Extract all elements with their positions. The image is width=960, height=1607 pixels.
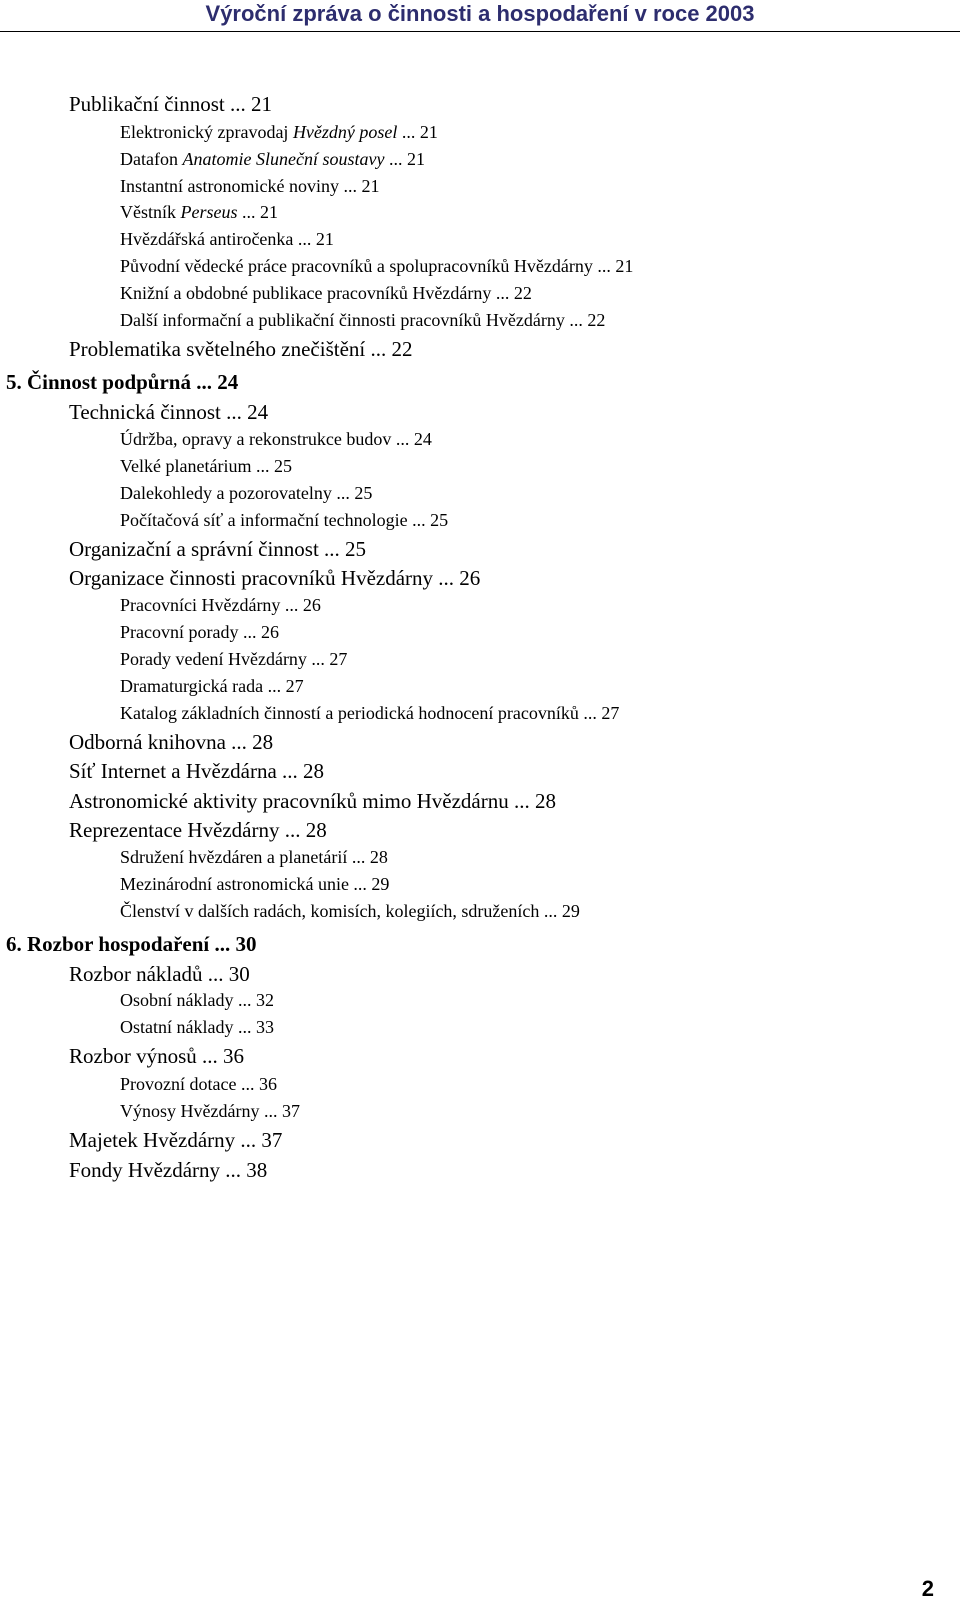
toc-subsection bbox=[120, 1018, 274, 1036]
toc-subsection bbox=[120, 875, 389, 893]
toc-entry-text: Rozbor výnosů ... 36 bbox=[69, 1044, 244, 1068]
toc-section bbox=[69, 568, 480, 589]
toc-section bbox=[69, 964, 250, 985]
report-title: Výroční zpráva o činnosti a hospodaření v roce 2003 bbox=[205, 1, 755, 26]
toc-entry-text: Astronomické aktivity pracovníků mimo Hvězdárnu ... 28 bbox=[69, 789, 556, 813]
toc-subsection bbox=[120, 484, 372, 502]
toc-subsection bbox=[120, 284, 532, 302]
toc-chapter bbox=[6, 372, 238, 393]
toc-section bbox=[69, 1160, 267, 1181]
toc-entry-text: Další informační a publikační činnosti pracovníků Hvězdárny ... 22 bbox=[120, 310, 606, 330]
toc-entry-text: Majetek Hvězdárny ... 37 bbox=[69, 1128, 283, 1152]
toc-entry-text: Pracovní porady ... 26 bbox=[120, 622, 279, 642]
toc-entry-text: Elektronický zpravodaj bbox=[120, 122, 293, 142]
header-divider bbox=[0, 31, 960, 32]
toc-subsection bbox=[120, 596, 321, 614]
toc-chapter bbox=[6, 934, 256, 955]
toc-subsection bbox=[120, 1075, 277, 1093]
toc-subsection bbox=[120, 991, 274, 1009]
toc-entry-text: 5. Činnost podpůrná ... 24 bbox=[6, 370, 239, 394]
toc-entry-text: Dalekohledy a pozorovatelny ... 25 bbox=[120, 483, 373, 503]
toc-entry-text: Instantní astronomické noviny ... 21 bbox=[120, 176, 380, 196]
toc-entry-text: Technická činnost ... 24 bbox=[69, 400, 269, 424]
toc-entry-text: Organizační a správní činnost ... 25 bbox=[69, 537, 367, 561]
toc-entry-text: Sdružení hvězdáren a planetárií ... 28 bbox=[120, 847, 388, 867]
toc-entry-text: Knižní a obdobné publikace pracovníků Hvězdárny ... 22 bbox=[120, 283, 532, 303]
toc-entry-text: ... 21 bbox=[384, 149, 425, 169]
toc-entry-text: Osobní náklady ... 32 bbox=[120, 990, 274, 1010]
toc-subsection bbox=[120, 311, 605, 329]
toc-subsection bbox=[120, 511, 448, 529]
toc-entry-text: Hvězdářská antiročenka ... 21 bbox=[120, 229, 334, 249]
toc-subsection bbox=[120, 203, 278, 221]
toc-subsection bbox=[120, 257, 633, 275]
toc-section bbox=[69, 732, 273, 753]
toc-entry-text: Údržba, opravy a rekonstrukce budov ... 24 bbox=[120, 429, 432, 449]
toc-entry-text: Provozní dotace ... 36 bbox=[120, 1074, 277, 1094]
toc-entry-text: Mezinárodní astronomická unie ... 29 bbox=[120, 874, 390, 894]
toc-entry-text: ... 21 bbox=[237, 202, 278, 222]
toc-entry-text: Rozbor nákladů ... 30 bbox=[69, 962, 250, 986]
toc-entry-text: Publikační činnost ... 21 bbox=[69, 92, 272, 116]
toc-entry-text: Síť Internet a Hvězdárna ... 28 bbox=[69, 759, 325, 783]
toc-subsection bbox=[120, 1102, 300, 1120]
toc-section bbox=[69, 339, 413, 360]
toc-section bbox=[69, 761, 324, 782]
toc-subsection bbox=[120, 677, 304, 695]
toc-subsection bbox=[120, 623, 279, 641]
toc-section bbox=[69, 94, 272, 115]
toc-section bbox=[69, 791, 556, 812]
toc-entry-text: Výnosy Hvězdárny ... 37 bbox=[120, 1101, 300, 1121]
toc-entry-text: Porady vedení Hvězdárny ... 27 bbox=[120, 649, 348, 669]
toc-entry-text: Problematika světelného znečištění ... 22 bbox=[69, 337, 413, 361]
page-number: 2 bbox=[921, 1576, 934, 1601]
toc-subsection bbox=[120, 123, 438, 141]
toc-entry-text: ... 21 bbox=[397, 122, 438, 142]
toc-entry-text: Datafon bbox=[120, 149, 183, 169]
toc-section bbox=[69, 402, 268, 423]
toc-entry-text: Odborná knihovna ... 28 bbox=[69, 730, 274, 754]
toc-subsection bbox=[120, 704, 619, 722]
toc-section bbox=[69, 820, 327, 841]
toc-entry-text: Počítačová síť a informační technologie ... 25 bbox=[120, 510, 449, 530]
toc-entry-text: Katalog základních činností a periodická hodnocení pracovníků ... 27 bbox=[120, 703, 620, 723]
toc-entry-text: 6. Rozbor hospodaření ... 30 bbox=[6, 932, 257, 956]
toc-entry-text: Fondy Hvězdárny ... 38 bbox=[69, 1158, 268, 1182]
toc-entry-title-italic: Perseus bbox=[180, 202, 238, 222]
toc-section bbox=[69, 1130, 282, 1151]
running-header bbox=[0, 0, 960, 34]
toc-entry-title-italic: Hvězdný posel bbox=[292, 122, 398, 142]
toc-entry-text: Organizace činnosti pracovníků Hvězdárny ... 26 bbox=[69, 566, 481, 590]
toc-section bbox=[69, 1046, 244, 1067]
toc-entry-text: Členství v dalších radách, komisích, kolegiích, sdruženích ... 29 bbox=[120, 901, 580, 921]
toc-entry-text: Reprezentace Hvězdárny ... 28 bbox=[69, 818, 327, 842]
toc-subsection bbox=[120, 902, 580, 920]
toc-subsection bbox=[120, 650, 347, 668]
toc-entry-text: Ostatní náklady ... 33 bbox=[120, 1017, 274, 1037]
toc-subsection bbox=[120, 230, 334, 248]
toc-subsection bbox=[120, 848, 388, 866]
toc-entry-text: Věstník bbox=[120, 202, 181, 222]
toc-entry-title-italic: Anatomie Sluneční soustavy bbox=[182, 149, 385, 169]
toc-subsection bbox=[120, 177, 379, 195]
toc-entry-text: Dramaturgická rada ... 27 bbox=[120, 676, 304, 696]
toc-entry-text: Pracovníci Hvězdárny ... 26 bbox=[120, 595, 321, 615]
toc-subsection bbox=[120, 150, 425, 168]
toc-subsection bbox=[120, 430, 432, 448]
toc-entry-text: Původní vědecké práce pracovníků a spolupracovníků Hvězdárny ... 21 bbox=[120, 256, 634, 276]
toc-section bbox=[69, 539, 366, 560]
toc-entry-text: Velké planetárium ... 25 bbox=[120, 456, 292, 476]
toc-subsection bbox=[120, 457, 292, 475]
